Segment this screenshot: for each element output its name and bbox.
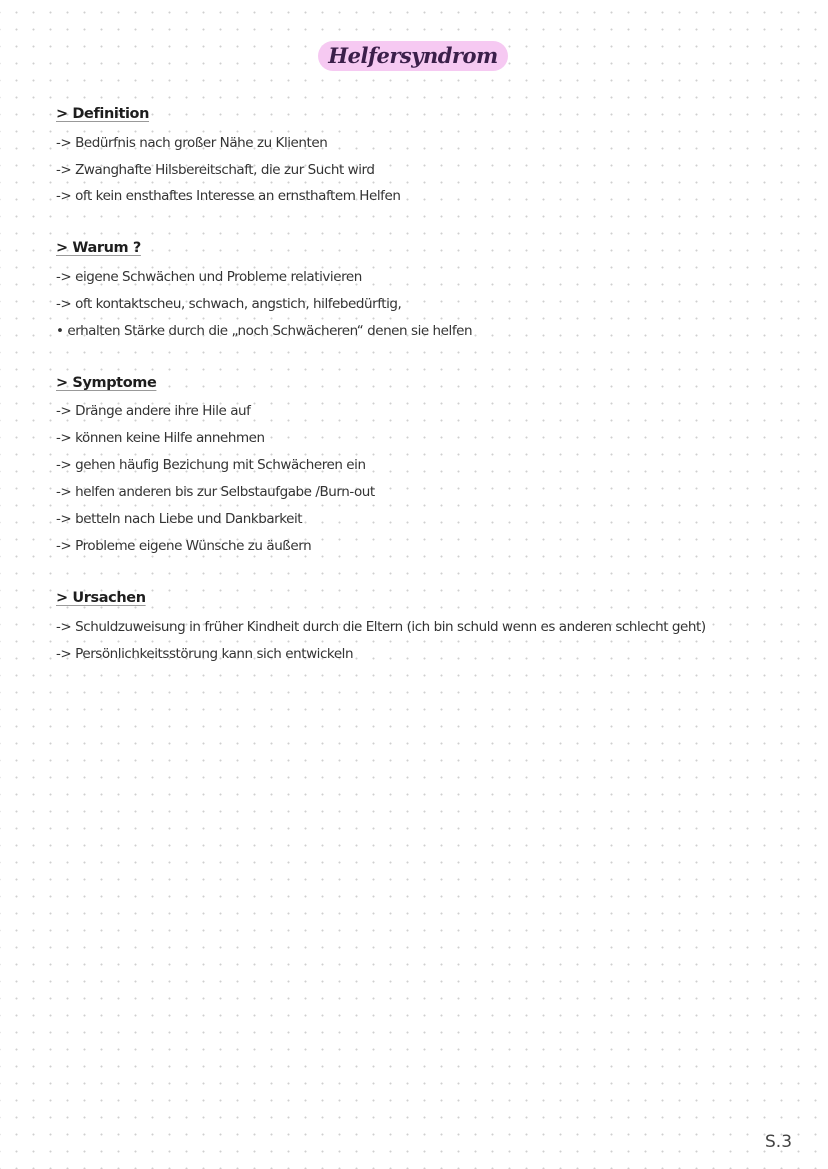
section-heading-ursachen: > Ursachen — [56, 590, 146, 606]
section-heading-warum: > Warum ? — [56, 240, 141, 256]
list-item: -> helfen anderen bis zur Selbstaufgabe /Burn-out — [56, 484, 375, 500]
list-item: -> Probleme eigene Wünsche zu äußern — [56, 538, 312, 554]
list-item: -> oft kontaktscheu, schwach, angstich, hilfebedürftig, — [56, 296, 402, 312]
page-number: S.3 — [765, 1132, 793, 1152]
list-item: -> können keine Hilfe annehmen — [56, 430, 265, 446]
list-item: -> Zwanghafte Hilsbereitschaft, die zur Sucht wird — [56, 162, 375, 178]
section-heading-definition: > Definition — [56, 106, 150, 122]
list-item: -> Schuldzuweisung in früher Kindheit durch die Eltern (ich bin schuld wenn es anderen schlecht geht) — [56, 619, 706, 635]
list-item: -> Bedürfnis nach großer Nähe zu Klienten — [56, 135, 328, 151]
section-heading-symptome: > Symptome — [56, 375, 157, 391]
list-item: -> gehen häufig Bezichung mit Schwächeren ein — [56, 457, 366, 473]
list-item: -> betteln nach Liebe und Dankbarkeit — [56, 511, 303, 527]
list-item: -> Persönlichkeitsstörung kann sich entwickeln — [56, 646, 354, 662]
list-item: -> Dränge andere ihre Hile auf — [56, 403, 251, 419]
list-item: • erhalten Stärke durch die „noch Schwächeren“ denen sie helfen — [56, 323, 473, 339]
page-title — [318, 41, 508, 71]
list-item: -> oft kein ensthaftes Interesse an ernsthaftem Helfen — [56, 188, 401, 204]
page-title-text: Helfersyndrom — [328, 43, 498, 68]
list-item: -> eigene Schwächen und Probleme relativieren — [56, 269, 362, 285]
